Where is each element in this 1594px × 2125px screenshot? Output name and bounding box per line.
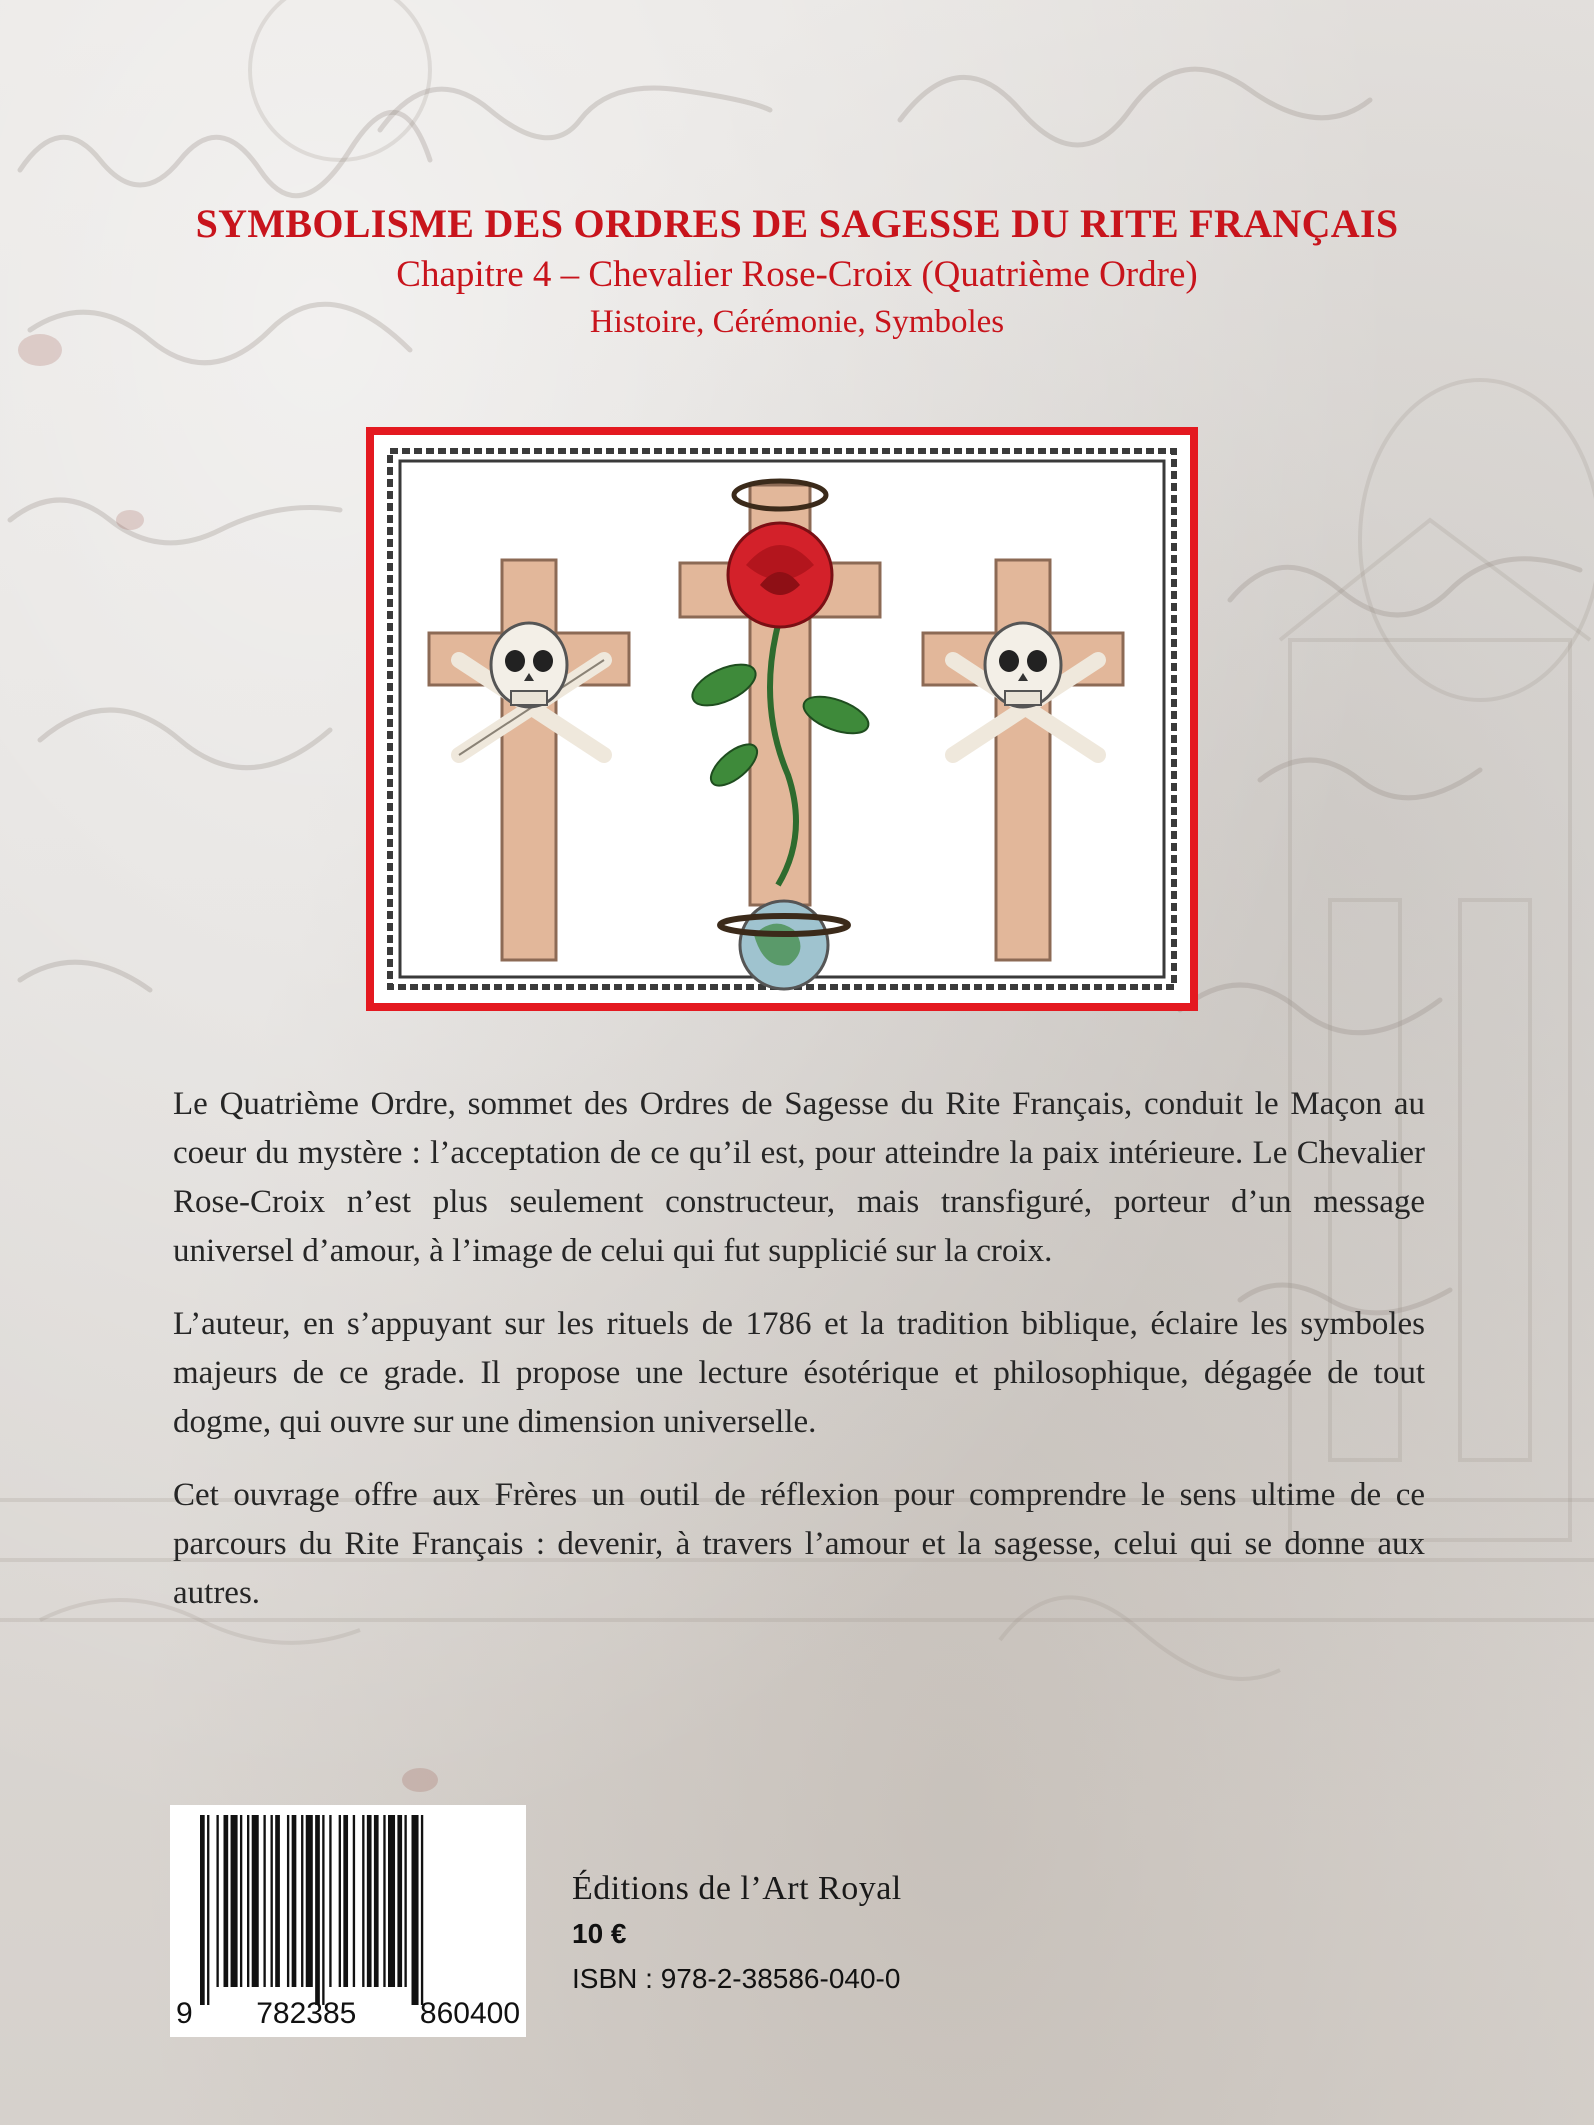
barcode-bar bbox=[207, 1815, 209, 2005]
barcode-bar bbox=[383, 1815, 385, 1987]
barcode-bar bbox=[329, 1815, 331, 1987]
barcode-bar bbox=[292, 1815, 297, 1987]
barcode-bar bbox=[374, 1815, 379, 1987]
barcode-bar bbox=[275, 1815, 280, 1987]
barcode-bar bbox=[353, 1815, 355, 1987]
right-cross bbox=[923, 560, 1123, 960]
barcode-bar bbox=[306, 1815, 313, 1987]
barcode-bar bbox=[287, 1815, 289, 1987]
barcode-bar bbox=[404, 1815, 406, 1987]
barcode-bar bbox=[322, 1815, 324, 2005]
barcode-digits bbox=[170, 1997, 526, 2031]
paragraph-1: Le Quatrième Ordre, sommet des Ordres de Sagesse du Rite Français, conduit le Maçon au coeur du mystère : l’acceptation de ce qu’il est, pour atteindre la paix intérieure. Le Chevalier Rose-Croix n’est plus seulement constructeur, mais transfiguré, porteur d’un message universel d’amour, à l’image de celui qui fut supplicié sur la croix. bbox=[173, 1086, 1425, 1269]
tagline: Histoire, Cérémonie, Symboles bbox=[589, 304, 1005, 340]
barcode-bar bbox=[301, 1815, 303, 1987]
left-cross bbox=[429, 560, 629, 960]
isbn: ISBN : 978-2-38586-040-0 bbox=[572, 1963, 901, 1994]
paragraph-3: Cet ouvrage offre aux Frères un outil de réflexion pour comprendre le sens ultime de ce parcours du Rite Français : devenir, à travers l’amour et la sagesse, celui qui se donne aux autres. bbox=[173, 1477, 1425, 1611]
barcode-bar bbox=[421, 1815, 423, 2005]
barcode-bar bbox=[388, 1815, 395, 1987]
barcode-bar bbox=[412, 1815, 419, 2005]
cover-illustration bbox=[366, 427, 1198, 1011]
barcode-bar bbox=[247, 1815, 249, 1987]
barcode-bar bbox=[362, 1815, 364, 1987]
paragraph-2: L’auteur, en s’appuyant sur les rituels de 1786 et la tradition biblique, éclaire les symboles majeurs de ce grade. Il propose une lecture ésotérique et philosophique, dégagée de tout dogme, qui ouvre sur une dimension universelle. bbox=[173, 1306, 1425, 1440]
barcode-bar bbox=[224, 1815, 229, 1987]
title-block bbox=[0, 200, 1594, 341]
description bbox=[173, 1080, 1425, 1642]
barcode bbox=[170, 1805, 526, 2037]
barcode-digits-right: 860400 bbox=[419, 1997, 520, 2030]
barcode-bar bbox=[271, 1815, 273, 1987]
book-title: SYMBOLISME DES ORDRES DE SAGESSE DU RITE FRANÇAIS bbox=[195, 201, 1399, 246]
barcode-digit-lead: 9 bbox=[176, 1997, 193, 2030]
barcode-bar bbox=[367, 1815, 372, 1987]
barcode-digits-left: 782385 bbox=[256, 1997, 357, 2030]
barcode-bar bbox=[200, 1815, 205, 2005]
barcode-bar bbox=[231, 1815, 238, 1987]
barcode-bar bbox=[315, 1815, 320, 2005]
barcode-bar bbox=[343, 1815, 348, 1987]
barcode-bar bbox=[339, 1815, 341, 1987]
publisher-name: Éditions de l’Art Royal bbox=[572, 1870, 902, 1907]
chapter-subtitle: Chapitre 4 – Chevalier Rose-Croix (Quatrième Ordre) bbox=[396, 254, 1198, 295]
barcode-bar bbox=[263, 1815, 265, 1987]
three-crosses-rose-skulls-globe-icon bbox=[374, 435, 1190, 1003]
barcode-bar bbox=[216, 1815, 218, 1987]
barcode-bar bbox=[252, 1815, 259, 1987]
barcode-bar bbox=[240, 1815, 242, 1987]
center-cross-with-rose bbox=[680, 481, 880, 989]
barcode-bar bbox=[397, 1815, 402, 1987]
price: 10 € bbox=[572, 1918, 627, 1949]
